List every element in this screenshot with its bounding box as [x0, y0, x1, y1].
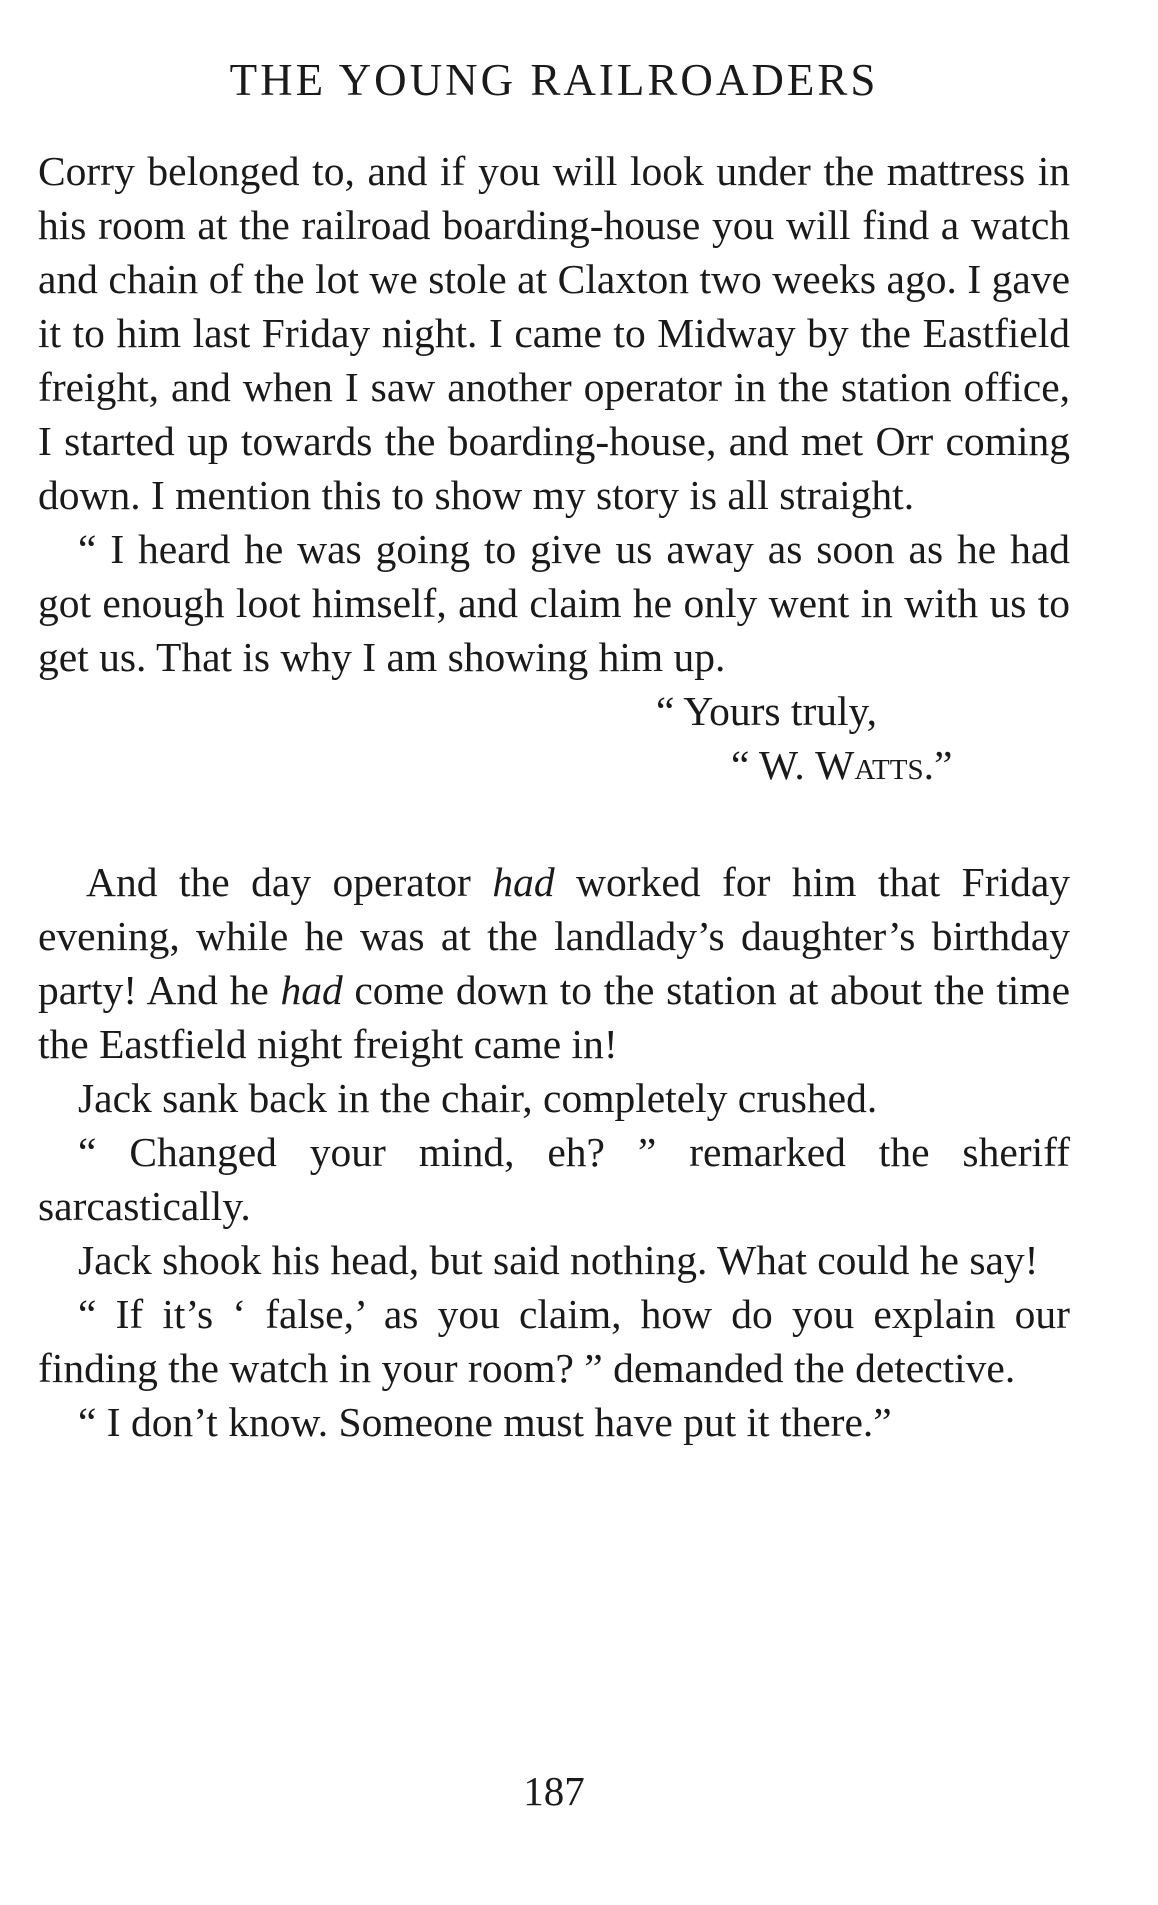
narrative-paragraph-6: “ I don’t know. Someone must have put it there.” [78, 1399, 892, 1445]
narrative-text: worked for him that Friday evening, while he was at the landlady’s daughter’s birthday party! And he [38, 859, 1070, 1013]
narrative-paragraph-4: Jack shook his head, but said nothing. What could he say! [78, 1237, 1039, 1283]
letter-closing: “ Yours truly, [656, 688, 877, 734]
signature-prefix: “ W. [731, 742, 816, 788]
body-text [38, 144, 1070, 1449]
section-gap [38, 792, 1070, 855]
narrative-paragraph-2: Jack sank back in the chair, completely crushed. [78, 1075, 878, 1121]
narrative-text: come down to the station at about the time the Eastfield night freight came in! [38, 967, 1070, 1067]
book-page [38, 0, 1070, 1905]
letter-signature [38, 738, 1070, 792]
letter-paragraph-1: Corry belonged to, and if you will look under the mattress in his room at the railroad boarding-house you will find a watch and chain of the lot we stole at Claxton two weeks ago. I gave it to him last Friday night. I came to Midway by the Eastfield freight, and when I saw another operator in the station office, I started up towards the boarding-house, and met Orr coming down. I mention this to show my story is all straight. [38, 148, 1070, 518]
page-number: 187 [523, 1768, 585, 1814]
narrative-paragraph-5: “ If it’s ‘ false,’ as you claim, how do you explain our finding the watch in your room? ” demanded the detective. [38, 1291, 1070, 1391]
emphasis: had [280, 967, 343, 1013]
signature-name: Watts. [815, 742, 934, 788]
emphasis: had [492, 859, 555, 905]
letter-paragraph-2: “ I heard he was going to give us away as soon as he had got enough loot himself, and claim he only went in with us to get us. That is why I am showing him up. [38, 526, 1070, 680]
narrative-text: And the day operator [86, 859, 493, 905]
running-head: THE YOUNG RAILROADERS [229, 55, 879, 105]
narrative-paragraph-1 [38, 855, 1070, 1071]
narrative-paragraph-3: “ Changed your mind, eh? ” remarked the sheriff sarcastically. [38, 1129, 1070, 1229]
signature-suffix: ” [934, 742, 953, 788]
